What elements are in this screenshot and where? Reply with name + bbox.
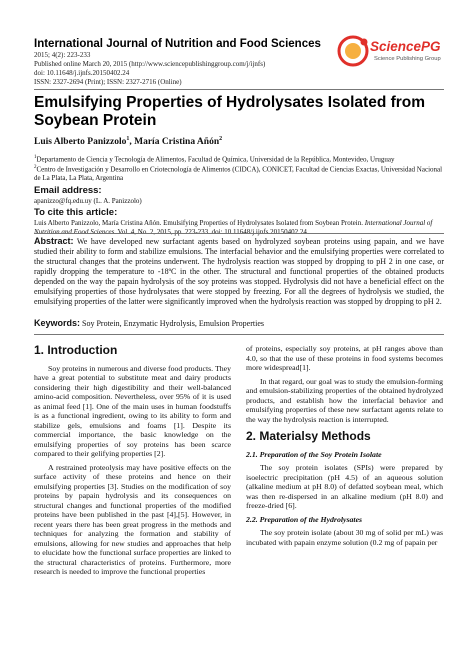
email-heading: Email address: [34,185,102,196]
journal-title: International Journal of Nutrition and Food Sciences [34,38,321,50]
author-1-sup: 1 [126,136,130,142]
cite-main: Luis Alberto Panizzolo, María Cristina Añón. Emulsifying Properties of Hydrolysates Isolated from Soybean Protein. [34,219,365,227]
header-divider [34,89,444,90]
subsection-2-2-heading: 2.2. Preparation of the Hydrolysates [246,514,363,524]
author-separator: , [129,137,135,148]
methods-heading: 2. Materialsy Methods [246,429,371,443]
affiliation-2-sup: 2 [34,165,37,170]
abstract-label: Abstract: [34,236,74,246]
sciencepg-logo-icon [336,34,370,68]
subsection-2-1-text: The soy protein isolates (SPIs) were prepared by isoelectric precipitation (pH 4.5) of an aqueous solution (alkaline medium at pH 8.0) of defatted soybean meal, which was then re-dispersed in an alkaline medium (pH 8.0) and freeze-dried [6]. [246,463,443,510]
keywords-divider [34,334,444,335]
author-2: María Cristina Añón [134,137,220,148]
sciencepg-logo [336,34,448,74]
cite-text [34,219,444,237]
affiliation-1-text: Departamento de Ciencia y Tecnología de Alimentos, Facultad de Química, Universidad de la República, Montevideo, Uruguay [36,155,395,164]
abstract-divider-top [34,233,444,234]
intro-paragraph-1: Soy proteins in numerous and diverse food products. They have a great potential to substitute meat and dairy products considering their high digestibility and their well-balanced amino-acid composition. Nevertheless, over 95% of it is used as animal feed [1]. One of the main uses in human foodstuffs is as a functional ingredient, owing to its ability to form and stabilize gels, emulsions and foams [1]. Despite its commercial importance, the basic knowledge on the emulsifying properties of soy proteins has been scarce compared to their gelifying properties [2]. [34,363,231,458]
abstract [34,236,444,307]
authors [34,136,222,147]
subsection-2-2-text: The soy protein isolate (about 30 mg of solid per mL) was incubated with papain enzyme solution (0.2 mg of papain per [246,528,443,547]
right-column [246,344,443,551]
abstract-text: We have developed new surfactant agents based on hydrolyzed soybean proteins using papain, and we have studied their ability to form and stabilize emulsions. The interfacial behavior and the emulsifying properties were correlated to the structural changes that the proteins underwent. The hydrolysis reaction was stopped by dropping to pH 2 in one case, or rapidly dropping the temperature to -18ºC in the other. The structural and functional properties of the obtained products depended on the way the papain hydrolysis of the soy proteins was stopped. Hydrolysis did not have a beneficial effect on the emulsifying properties of those hydrolysates that were stopped by freezing. For all the degrees of hydrolysis we studied, the emulsifying properties of the latter were significantly improved when the hydrolysis reaction was stopped by dropping to pH 2. [34,237,444,306]
cite-heading: To cite this article: [34,207,118,218]
left-column [34,344,231,581]
email-address: apanizzo@fq.edu.uy (L. A. Panizzolo) [34,197,142,205]
affiliation-1-sup: 1 [34,155,37,160]
intro-paragraph-3: of proteins, especially soy proteins, at pH ranges above than 4.0, so that the use of these proteins in food systems becomes more widespread[1]. [246,344,443,372]
affiliation-2 [34,163,444,183]
author-1: Luis Alberto Panizzolo [34,137,127,148]
subsection-2-1-heading: 2.1. Preparation of the Soy Protein Isolate [246,449,382,459]
author-2-sup: 2 [219,136,223,142]
logo-subtitle: Science Publishing Group [374,56,441,62]
cite-rest: Vol. 4, No. 2, 2015, pp. 223-233. doi: 10.11648/j.ijnfs.20150402.24 [116,228,307,236]
keywords-text: Soy Protein, Enzymatic Hydrolysis, Emulsion Properties [82,319,264,328]
affiliation-2-text: Centro de Investigación y Desarrollo en Criotecnología de Alimentos (CIDCA), CONICET, Facultad de Ciencias Exactas, Universidad Nacional de La Plata, La Plata, Argentina [34,165,443,183]
intro-paragraph-4: In that regard, our goal was to study the emulsion-forming and emulsion-stabilizing properties of the obtained hydrolyzed products, and establish how the interfacial behavior and emulsifying properties of these new surfactant agents relate to the way the hydrolysis reaction is interrupted. [246,376,443,424]
paper-title: Emulsifying Properties of Hydrolysates Isolated from Soybean Protein [34,94,426,129]
intro-paragraph-2: A restrained proteolysis may have positive effects on the surface activity of these proteins and hence on their emulsifying properties [3]. Studies on the modification of soy proteins by papain hydrolysis and its consequences on structural changes and functional properties of the modified proteins have been published in the past [4],[5]. However, in recent years there has been great progress in the methods and techniques for analyzing the formation and stability of emulsions, allowing for new studies and approaches that help to elucidate how the functional surface properties are linked to the structural characteristics of proteins. Furthermore, more research is needed to improve the functional properties [34,462,231,576]
published-line: Published online March 20, 2015 (http://www.sciencepublishinggroup.com/j/ijnfs) [34,60,266,68]
introduction-heading: 1. Introduction [34,343,118,357]
keywords-label: Keywords: [34,318,81,328]
doi-line: doi: 10.11648/j.ijnfs.20150402.24 [34,69,130,77]
keywords [34,318,444,328]
issue-line: 2015; 4(2): 223-233 [34,51,91,59]
cite-journal: International Journal of Nutrition and Food Sciences. [34,219,433,236]
logo-name: SciencePG [370,39,441,54]
issn-line: ISSN: 2327-2694 (Print); ISSN: 2327-2716 (Online) [34,78,182,86]
